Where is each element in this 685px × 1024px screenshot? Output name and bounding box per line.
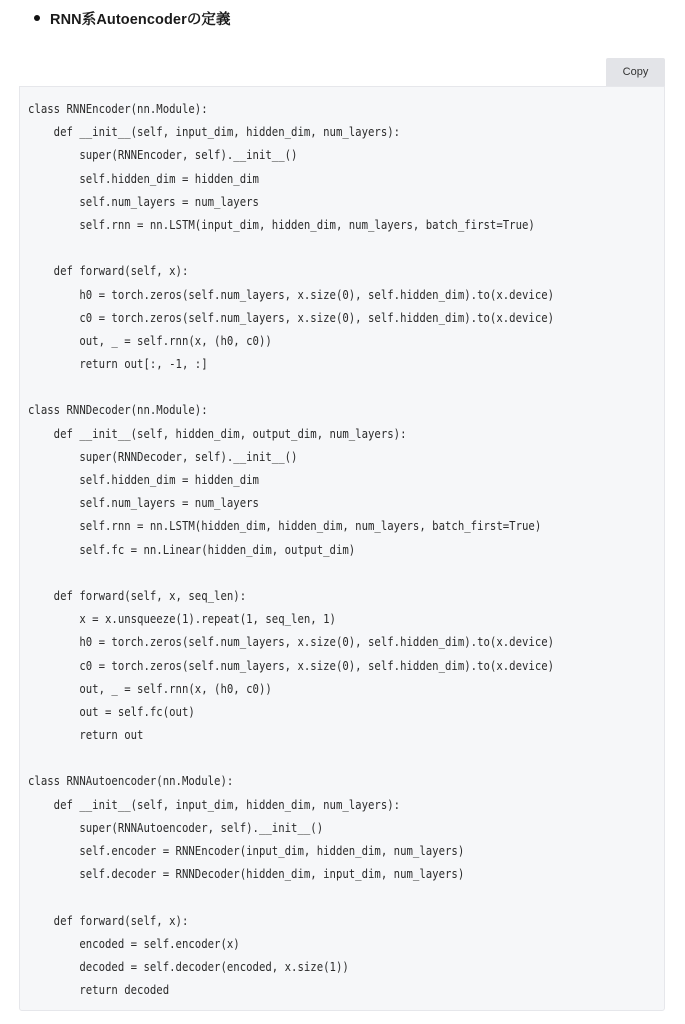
code-line: return out	[28, 727, 144, 743]
code-line: def __init__(self, input_dim, hidden_dim, num_layers):	[28, 796, 401, 812]
section-heading-text: RNN系Autoencoderの定義	[50, 11, 231, 28]
code-line: super(RNNAutoencoder, self).__init__()	[28, 819, 324, 835]
code-line: self.rnn = nn.LSTM(input_dim, hidden_dim, num_layers, batch_first=True)	[28, 216, 535, 232]
code-line: self.num_layers = num_layers	[28, 193, 259, 209]
code-line: class RNNDecoder(nn.Module):	[28, 402, 208, 418]
code-line: decoded = self.decoder(encoded, x.size(1))	[28, 958, 349, 974]
code-lines	[28, 97, 640, 1001]
code-line	[28, 885, 554, 908]
code-line: def forward(self, x, seq_len):	[28, 587, 247, 603]
code-line: self.decoder = RNNDecoder(hidden_dim, input_dim, num_layers)	[28, 866, 465, 882]
code-line: super(RNNDecoder, self).__init__()	[28, 448, 298, 464]
code-line: self.hidden_dim = hidden_dim	[28, 472, 259, 487]
code-line: c0 = torch.zeros(self.num_layers, x.size(0), self.hidden_dim).to(x.device)	[28, 309, 555, 325]
code-line: self.rnn = nn.LSTM(hidden_dim, hidden_dim, num_layers, batch_first=True)	[28, 518, 542, 534]
code-line: h0 = torch.zeros(self.num_layers, x.size(0), self.hidden_dim).to(x.device)	[28, 634, 555, 650]
code-line: self.encoder = RNNEncoder(input_dim, hidden_dim, num_layers)	[28, 843, 465, 858]
code-line: encoded = self.encoder(x)	[28, 935, 240, 951]
code-line: h0 = torch.zeros(self.num_layers, x.size(0), self.hidden_dim).to(x.device)	[28, 286, 555, 302]
bullet-icon	[34, 15, 40, 21]
code-line: class RNNAutoencoder(nn.Module):	[28, 773, 234, 789]
code-line: out, _ = self.rnn(x, (h0, c0))	[28, 332, 272, 348]
code-line: def __init__(self, input_dim, hidden_dim, num_layers):	[28, 124, 401, 140]
code-line: return out[:, -1, :]	[28, 356, 208, 372]
code-line: self.hidden_dim = hidden_dim	[28, 170, 259, 186]
code-line: super(RNNEncoder, self).__init__()	[28, 147, 298, 163]
code-line: out = self.fc(out)	[28, 703, 195, 719]
code-line: c0 = torch.zeros(self.num_layers, x.size(0), self.hidden_dim).to(x.device)	[28, 657, 555, 673]
section-heading	[34, 7, 231, 29]
code-line: def __init__(self, hidden_dim, output_dim, num_layers):	[28, 425, 407, 441]
code-line: return decoded	[28, 982, 170, 998]
code-line	[28, 746, 554, 769]
code-block[interactable]	[19, 86, 665, 1011]
copy-button[interactable]: Copy	[606, 58, 665, 86]
code-line: self.num_layers = num_layers	[28, 495, 259, 511]
code-line: def forward(self, x):	[28, 912, 189, 928]
code-line: x = x.unsqueeze(1).repeat(1, seq_len, 1)	[28, 611, 336, 627]
code-line: class RNNEncoder(nn.Module):	[28, 101, 208, 116]
code-line: def forward(self, x):	[28, 263, 189, 279]
code-line	[28, 236, 554, 259]
code-line: out, _ = self.rnn(x, (h0, c0))	[28, 680, 272, 696]
code-line: self.fc = nn.Linear(hidden_dim, output_dim)	[28, 541, 356, 557]
code-line	[28, 561, 554, 584]
code-line	[28, 375, 554, 398]
